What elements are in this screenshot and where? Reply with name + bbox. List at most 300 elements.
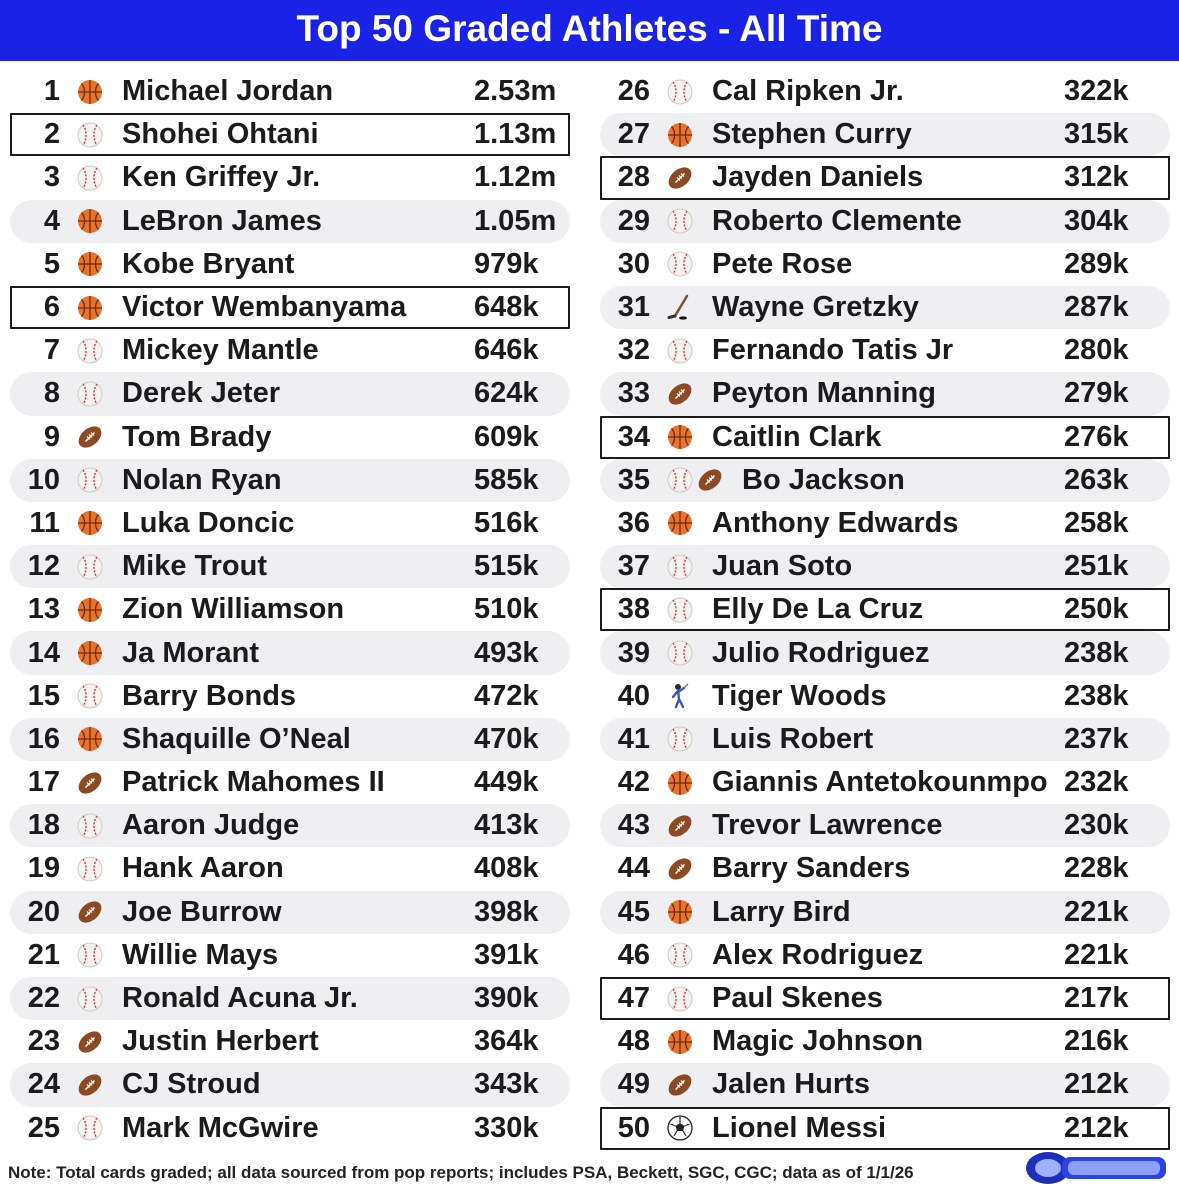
rank-label: 15 <box>27 679 60 712</box>
sport-icons <box>76 552 122 582</box>
rank-label: 23 <box>27 1025 60 1058</box>
athlete-name: Tiger Woods <box>712 679 887 712</box>
basketball-icon <box>76 596 104 624</box>
athlete-name: Pete Rose <box>712 247 853 280</box>
table-row <box>600 631 1170 674</box>
sport-icons <box>666 897 712 927</box>
table-row <box>10 588 570 631</box>
athlete-name: Cal Ripken Jr. <box>712 75 904 108</box>
sport-icons <box>666 854 712 884</box>
athlete-name: Jayden Daniels <box>712 161 924 194</box>
athlete-name: Mark McGwire <box>122 1111 319 1144</box>
baseball-icon <box>76 337 104 365</box>
athlete-name: Tom Brady <box>122 420 272 453</box>
rank-label: 11 <box>29 506 60 539</box>
table-row <box>600 761 1170 804</box>
athlete-name: Julio Rodriguez <box>712 636 930 669</box>
cards-graded-value: 364k <box>474 1025 539 1058</box>
table-row <box>10 891 570 934</box>
cards-graded-value: 322k <box>1064 75 1129 108</box>
athlete-name: Jalen Hurts <box>712 1068 870 1101</box>
rank-label: 27 <box>617 118 650 151</box>
baseball-icon <box>666 941 694 969</box>
athlete-name: Mike Trout <box>122 550 268 583</box>
baseball-icon <box>666 78 694 106</box>
cards-graded-value: 238k <box>1064 679 1129 712</box>
rank-label: 48 <box>617 1025 650 1058</box>
baseball-icon <box>76 941 104 969</box>
rank-label: 29 <box>617 204 650 237</box>
basketball-icon <box>666 423 694 451</box>
sport-icons <box>76 768 122 798</box>
basketball-icon <box>76 725 104 753</box>
athlete-name: Roberto Clemente <box>712 204 962 237</box>
table-row <box>10 631 570 674</box>
table-row <box>600 200 1170 243</box>
rank-label: 1 <box>43 75 60 108</box>
table-row <box>600 113 1170 156</box>
basketball-icon <box>666 898 694 926</box>
sport-icons <box>76 595 122 625</box>
table-row <box>600 934 1170 977</box>
sport-icons <box>666 552 712 582</box>
athlete-name: Wayne Gretzky <box>712 291 919 324</box>
athlete-name: Juan Soto <box>712 550 853 583</box>
sport-icons <box>666 595 712 625</box>
athlete-name: Victor Wembanyama <box>122 291 407 324</box>
football-icon <box>76 1071 104 1099</box>
cards-graded-value: 228k <box>1064 852 1129 885</box>
rank-label: 40 <box>617 679 650 712</box>
baseball-icon <box>76 682 104 710</box>
sport-icons <box>666 724 712 754</box>
sport-icons <box>666 206 712 236</box>
cards-graded-value: 237k <box>1064 722 1129 755</box>
table-row <box>10 459 570 502</box>
table-row <box>10 1063 570 1106</box>
athlete-name: CJ Stroud <box>122 1068 261 1101</box>
basketball-icon <box>666 1028 694 1056</box>
cards-graded-value: 449k <box>474 766 539 799</box>
rank-label: 30 <box>617 247 650 280</box>
rank-label: 28 <box>617 161 650 194</box>
athlete-name: Mickey Mantle <box>122 334 319 367</box>
football-icon <box>76 898 104 926</box>
baseball-icon <box>666 337 694 365</box>
cards-graded-value: 2.53m <box>474 75 557 108</box>
baseball-icon <box>76 466 104 494</box>
sport-icons <box>666 811 712 841</box>
cards-graded-value: 250k <box>1064 593 1129 626</box>
sport-icons <box>666 77 712 107</box>
cards-graded-value: 232k <box>1064 766 1129 799</box>
table-row <box>600 286 1170 329</box>
rank-label: 17 <box>27 766 60 799</box>
football-icon <box>696 466 724 494</box>
cards-graded-value: 493k <box>474 636 539 669</box>
table-row <box>600 243 1170 286</box>
athlete-name: Alex Rodriguez <box>712 938 924 971</box>
rank-label: 35 <box>617 463 650 496</box>
rank-label: 8 <box>43 377 60 410</box>
sport-icons <box>76 336 122 366</box>
baseball-icon <box>76 812 104 840</box>
sport-icons <box>666 1113 712 1143</box>
athlete-name: Ronald Acuna Jr. <box>122 982 358 1015</box>
rank-label: 43 <box>617 809 650 842</box>
table-row <box>600 718 1170 761</box>
athlete-name: Ja Morant <box>122 636 259 669</box>
cards-graded-value: 280k <box>1064 334 1129 367</box>
sport-icons <box>666 422 712 452</box>
athlete-name: Bo Jackson <box>742 463 905 496</box>
baseball-icon <box>666 985 694 1013</box>
cards-graded-value: 391k <box>474 938 539 971</box>
rank-label: 14 <box>27 636 60 669</box>
cards-graded-value: 609k <box>474 420 539 453</box>
table-row <box>10 675 570 718</box>
sport-icons <box>76 249 122 279</box>
brand-logo <box>1022 1148 1170 1188</box>
athlete-name: Derek Jeter <box>122 377 280 410</box>
table-row <box>10 718 570 761</box>
table-row <box>10 113 570 156</box>
ranking-column-right <box>600 70 1170 1150</box>
cards-graded-value: 979k <box>474 247 539 280</box>
cards-graded-value: 212k <box>1064 1068 1129 1101</box>
basketball-icon <box>76 639 104 667</box>
cards-graded-value: 1.13m <box>474 118 557 151</box>
cards-graded-value: 251k <box>1064 550 1129 583</box>
cards-graded-value: 287k <box>1064 291 1129 324</box>
cards-graded-value: 212k <box>1064 1111 1129 1144</box>
football-icon <box>76 423 104 451</box>
cards-graded-value: 413k <box>474 809 539 842</box>
sport-icons <box>76 163 122 193</box>
rank-label: 25 <box>27 1111 60 1144</box>
sport-icons <box>666 336 712 366</box>
sport-icons <box>666 379 712 409</box>
athlete-name: Joe Burrow <box>122 895 282 928</box>
soccer-icon <box>666 1114 694 1142</box>
athlete-name: Barry Bonds <box>122 679 297 712</box>
table-row <box>10 156 570 199</box>
sport-icons <box>76 811 122 841</box>
basketball-icon <box>666 509 694 537</box>
baseball-icon <box>76 855 104 883</box>
rank-label: 20 <box>27 895 60 928</box>
sport-icons <box>76 465 122 495</box>
athlete-name: Stephen Curry <box>712 118 912 151</box>
cards-graded-value: 516k <box>474 506 539 539</box>
sport-icons <box>76 1113 122 1143</box>
cards-graded-value: 390k <box>474 982 539 1015</box>
athlete-name: Fernando Tatis Jr <box>712 334 954 367</box>
table-row <box>10 1107 570 1150</box>
football-icon <box>666 812 694 840</box>
table-row <box>10 761 570 804</box>
sport-icons <box>76 422 122 452</box>
rank-label: 41 <box>617 722 650 755</box>
athlete-name: Anthony Edwards <box>712 506 959 539</box>
cards-graded-value: 217k <box>1064 982 1129 1015</box>
table-row <box>600 675 1170 718</box>
sport-icons <box>666 638 712 668</box>
baseball-icon <box>76 121 104 149</box>
basketball-icon <box>76 509 104 537</box>
athlete-name: Shaquille O’Neal <box>122 722 351 755</box>
athlete-name: Magic Johnson <box>712 1025 924 1058</box>
basketball-icon <box>76 78 104 106</box>
sport-icons <box>666 1027 712 1057</box>
cards-graded-value: 315k <box>1064 118 1129 151</box>
table-row <box>600 70 1170 113</box>
athlete-name: Barry Sanders <box>712 852 911 885</box>
baseball-icon <box>666 553 694 581</box>
table-row <box>600 1107 1170 1150</box>
rank-label: 21 <box>27 938 60 971</box>
sport-icons <box>76 940 122 970</box>
table-row <box>600 977 1170 1020</box>
athlete-name: Justin Herbert <box>122 1025 319 1058</box>
cards-graded-value: 230k <box>1064 809 1129 842</box>
basketball-icon <box>666 769 694 797</box>
sport-icons <box>666 465 742 495</box>
rank-label: 37 <box>617 550 650 583</box>
rank-label: 9 <box>43 420 60 453</box>
table-row <box>10 416 570 459</box>
sport-icons <box>666 984 712 1014</box>
rank-label: 34 <box>617 420 650 453</box>
table-row <box>600 329 1170 372</box>
sport-icons <box>76 120 122 150</box>
cards-graded-value: 330k <box>474 1111 539 1144</box>
sport-icons <box>666 940 712 970</box>
baseball-icon <box>76 1114 104 1142</box>
basketball-icon <box>76 294 104 322</box>
cards-graded-value: 646k <box>474 334 539 367</box>
cards-graded-value: 304k <box>1064 204 1129 237</box>
sport-icons <box>76 638 122 668</box>
table-row <box>600 1063 1170 1106</box>
rank-label: 16 <box>27 722 60 755</box>
cards-graded-value: 258k <box>1064 506 1129 539</box>
table-row <box>10 329 570 372</box>
sport-icons <box>76 1027 122 1057</box>
rank-label: 6 <box>43 291 60 324</box>
table-row <box>600 545 1170 588</box>
sport-icons <box>76 681 122 711</box>
table-row <box>10 1020 570 1063</box>
rank-label: 18 <box>27 809 60 842</box>
basketball-icon <box>666 121 694 149</box>
football-icon <box>666 855 694 883</box>
rank-label: 5 <box>43 247 60 280</box>
cards-graded-value: 585k <box>474 463 539 496</box>
cards-graded-value: 515k <box>474 550 539 583</box>
cards-graded-value: 221k <box>1064 938 1129 971</box>
sport-icons <box>666 508 712 538</box>
sport-icons <box>76 206 122 236</box>
rank-label: 32 <box>617 334 650 367</box>
cards-graded-value: 279k <box>1064 377 1129 410</box>
rank-label: 46 <box>617 938 650 971</box>
athlete-name: Luka Doncic <box>122 506 295 539</box>
baseball-icon <box>666 596 694 624</box>
cards-graded-value: 289k <box>1064 247 1129 280</box>
baseball-icon <box>76 380 104 408</box>
athlete-name: Willie Mays <box>122 938 279 971</box>
athlete-name: Caitlin Clark <box>712 420 882 453</box>
rank-label: 44 <box>617 852 650 885</box>
athlete-name: Patrick Mahomes II <box>122 766 385 799</box>
baseball-icon <box>76 553 104 581</box>
table-row <box>10 804 570 847</box>
rank-label: 45 <box>617 895 650 928</box>
rank-label: 47 <box>617 982 650 1015</box>
athlete-name: Paul Skenes <box>712 982 883 1015</box>
athlete-name: Larry Bird <box>712 895 851 928</box>
table-row <box>600 804 1170 847</box>
ranking-column-left <box>10 70 570 1150</box>
table-row <box>10 545 570 588</box>
baseball-icon <box>76 164 104 192</box>
cards-graded-value: 472k <box>474 679 539 712</box>
basketball-icon <box>76 250 104 278</box>
cards-graded-value: 312k <box>1064 161 1129 194</box>
athlete-name: Elly De La Cruz <box>712 593 924 626</box>
rank-label: 33 <box>617 377 650 410</box>
athlete-name: Aaron Judge <box>122 809 300 842</box>
rank-label: 19 <box>27 852 60 885</box>
sport-icons <box>666 163 712 193</box>
baseball-icon <box>76 985 104 1013</box>
page-title: Top 50 Graded Athletes - All Time <box>0 0 1179 61</box>
cards-graded-value: 276k <box>1064 420 1129 453</box>
sport-icons <box>76 984 122 1014</box>
cards-graded-value: 470k <box>474 722 539 755</box>
rank-label: 12 <box>27 550 60 583</box>
table-row <box>600 891 1170 934</box>
sport-icons <box>666 1070 712 1100</box>
basketball-icon <box>76 207 104 235</box>
golf-icon <box>666 682 694 710</box>
rank-label: 3 <box>43 161 60 194</box>
rank-label: 24 <box>27 1068 60 1101</box>
sport-icons <box>76 1070 122 1100</box>
athlete-name: Trevor Lawrence <box>712 809 943 842</box>
footnote: Note: Total cards graded; all data sourced from pop reports; includes PSA, Beckett, SGC, CGC; data as of 1/1/26 <box>8 1163 914 1182</box>
cards-graded-value: 216k <box>1064 1025 1129 1058</box>
baseball-icon <box>666 639 694 667</box>
table-row <box>600 1020 1170 1063</box>
rank-label: 39 <box>617 636 650 669</box>
rank-label: 49 <box>617 1068 650 1101</box>
rank-label: 13 <box>27 593 60 626</box>
table-row <box>600 588 1170 631</box>
rank-label: 2 <box>43 118 60 151</box>
rank-label: 36 <box>617 506 650 539</box>
sport-icons <box>666 120 712 150</box>
rank-label: 31 <box>617 291 650 324</box>
table-row <box>10 286 570 329</box>
cards-graded-value: 343k <box>474 1068 539 1101</box>
cards-graded-value: 238k <box>1064 636 1129 669</box>
rank-label: 42 <box>617 766 650 799</box>
cards-graded-value: 1.05m <box>474 204 557 237</box>
table-row <box>600 372 1170 415</box>
athlete-name: Ken Griffey Jr. <box>122 161 321 194</box>
table-row <box>600 502 1170 545</box>
rank-label: 22 <box>27 982 60 1015</box>
sport-icons <box>76 854 122 884</box>
table-row <box>10 70 570 113</box>
table-row <box>10 934 570 977</box>
sport-icons <box>666 249 712 279</box>
athlete-name: LeBron James <box>122 204 322 237</box>
football-icon <box>666 164 694 192</box>
athlete-name: Zion Williamson <box>122 593 345 626</box>
table-row <box>600 459 1170 502</box>
cards-graded-value: 1.12m <box>474 161 557 194</box>
table-row <box>10 502 570 545</box>
athlete-name: Michael Jordan <box>122 75 334 108</box>
table-row <box>10 847 570 890</box>
cards-graded-value: 648k <box>474 291 539 324</box>
cards-graded-value: 510k <box>474 593 539 626</box>
cards-graded-value: 263k <box>1064 463 1129 496</box>
baseball-icon <box>666 725 694 753</box>
rank-label: 4 <box>43 204 60 237</box>
rank-label: 38 <box>617 593 650 626</box>
table-row <box>600 156 1170 199</box>
athlete-name: Peyton Manning <box>712 377 936 410</box>
athlete-name: Luis Robert <box>712 722 874 755</box>
football-icon <box>76 769 104 797</box>
baseball-icon <box>666 207 694 235</box>
cards-graded-value: 398k <box>474 895 539 928</box>
sport-icons <box>666 768 712 798</box>
table-row <box>10 200 570 243</box>
football-icon <box>666 380 694 408</box>
sport-icons <box>76 724 122 754</box>
table-row <box>10 243 570 286</box>
rank-label: 10 <box>27 463 60 496</box>
sport-icons <box>76 379 122 409</box>
athlete-name: Giannis Antetokounmpo <box>712 766 1048 799</box>
table-row <box>600 847 1170 890</box>
athlete-name: Shohei Ohtani <box>122 118 319 151</box>
baseball-icon <box>666 466 694 494</box>
sport-icons <box>666 681 712 711</box>
athlete-name: Nolan Ryan <box>122 463 282 496</box>
table-row <box>600 416 1170 459</box>
sport-icons <box>76 897 122 927</box>
athlete-name: Hank Aaron <box>122 852 284 885</box>
rank-label: 26 <box>617 75 650 108</box>
athlete-name: Kobe Bryant <box>122 247 295 280</box>
rank-label: 50 <box>617 1111 650 1144</box>
table-row <box>10 372 570 415</box>
cards-graded-value: 624k <box>474 377 539 410</box>
hockey-icon <box>666 294 694 322</box>
baseball-icon <box>666 250 694 278</box>
sport-icons <box>666 293 712 323</box>
football-icon <box>76 1028 104 1056</box>
cards-graded-value: 221k <box>1064 895 1129 928</box>
football-icon <box>666 1071 694 1099</box>
sport-icons <box>76 293 122 323</box>
